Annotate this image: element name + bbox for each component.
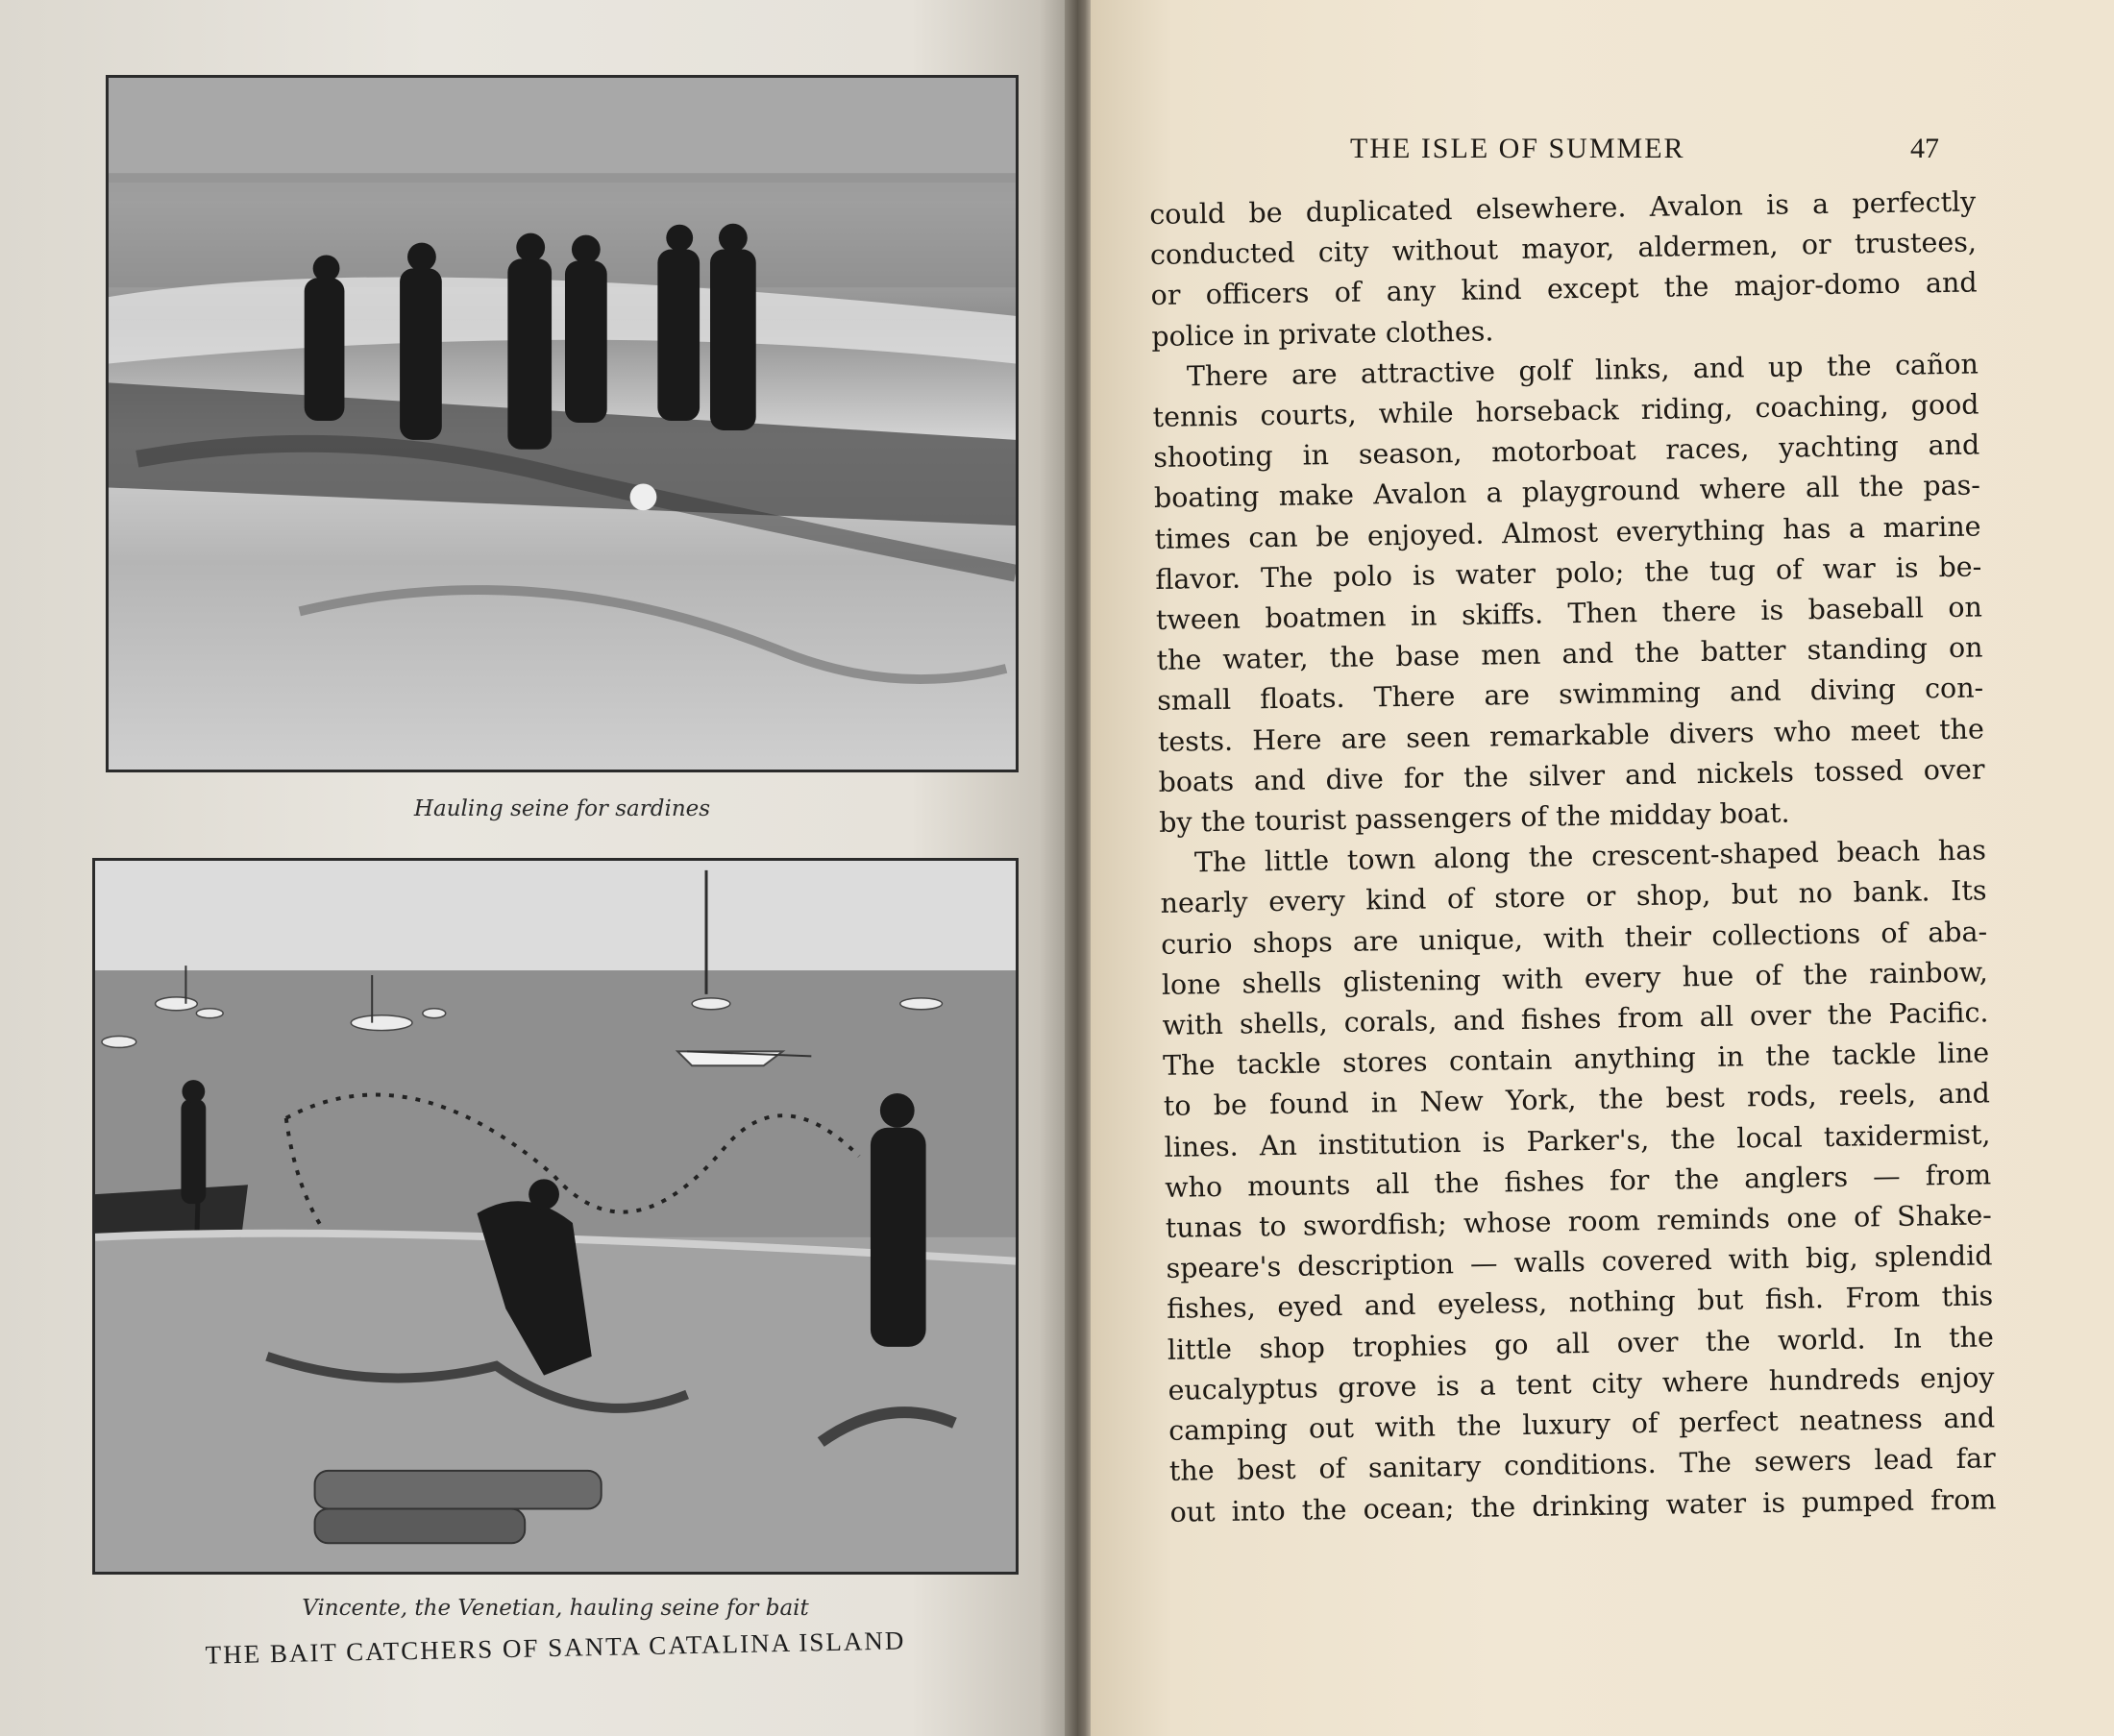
text-line: flavor. The polo is water polo; the tug of war is be- — [1155, 550, 1982, 596]
text-line: by the tourist passengers of the midday boat. — [1159, 796, 1790, 839]
text-line: nearly every kind of store or shop, but no bank. Its — [1160, 874, 1987, 920]
text-line: tween boatmen in skiffs. Then there is baseball on — [1155, 591, 1983, 636]
text-line: police in private clothes. — [1151, 314, 1494, 353]
text-line: with shells, corals, and fishes from all over the Pacific. — [1162, 996, 1989, 1041]
text-line: who mounts all the fishes for the anglers — from — [1164, 1159, 1992, 1204]
bait-seine-illustration — [95, 861, 1016, 1572]
plate-title: THE BAIT CATCHERS OF SANTA CATALINA ISLAND — [205, 1626, 906, 1670]
photo-hauling-seine-bait — [92, 858, 1019, 1575]
sardine-seine-illustration — [109, 78, 1016, 770]
running-head: THE ISLE OF SUMMER — [1350, 133, 1685, 164]
photo-hauling-seine-sardines — [106, 75, 1019, 772]
text-line: could be duplicated elsewhere. Avalon is a perfectly — [1149, 185, 1977, 231]
text-line: times can be enjoyed. Almost everything has a marine — [1154, 510, 1981, 555]
text-line: camping out with the luxury of perfect neatness and — [1168, 1402, 1996, 1447]
text-line: lone shells glistening with every hue of the rainbow, — [1161, 956, 1989, 1001]
text-line: the best of sanitary conditions. The sewers lead far — [1168, 1442, 1997, 1488]
text-line: curio shops are unique, with their collections of aba- — [1160, 916, 1988, 961]
text-line: or officers of any kind except the major-domo and — [1150, 266, 1978, 312]
body-text — [1149, 182, 1997, 1532]
text-line: tunas to swordfish; whose room reminds one of Shake- — [1165, 1199, 1993, 1244]
text-line: There are attractive golf links, and up the cañon — [1186, 348, 1979, 393]
text-line: eucalyptus grove is a tent city where hundreds enjoy — [1168, 1361, 1995, 1406]
text-line: to be found in New York, the best rods, reels, and — [1163, 1077, 1991, 1123]
text-line: tennis courts, while horseback riding, coaching, good — [1152, 388, 1979, 433]
text-line: The tackle stores contain anything in the tackle line — [1162, 1037, 1990, 1083]
text-line: out into the ocean; the drinking water is pumped from — [1169, 1482, 1997, 1528]
text-line: speare's description — walls covered with big, splendid — [1166, 1239, 1993, 1285]
text-line: small floats. There are swimming and diving con- — [1157, 672, 1984, 718]
page-number: 47 — [1910, 133, 1939, 164]
text-line: conducted city without mayor, aldermen, or trustees, — [1149, 226, 1978, 272]
text-line: The little town along the crescent-shaped beach has — [1193, 834, 1987, 879]
text-line: lines. An institution is Parker's, the local taxidermist, — [1164, 1118, 1991, 1163]
book-gutter — [1065, 0, 1094, 1736]
caption-bottom: Vincente, the Venetian, hauling seine for bait — [302, 1596, 809, 1621]
text-line: little shop trophies go all over the world. In the — [1167, 1321, 1995, 1366]
text-line: boating make Avalon a playground where all the pas- — [1153, 469, 1981, 515]
text-line: the water, the base men and the batter standing on — [1156, 631, 1983, 677]
text-line: fishes, eyed and eyeless, nothing but fish. From this — [1166, 1280, 1994, 1326]
text-line: boats and dive for the silver and nickels tossed over — [1158, 753, 1985, 798]
text-line: tests. Here are seen remarkable divers who meet the — [1157, 713, 1985, 758]
caption-top: Hauling seine for sardines — [413, 796, 711, 821]
text-line: shooting in season, motorboat races, yachting and — [1153, 428, 1980, 475]
